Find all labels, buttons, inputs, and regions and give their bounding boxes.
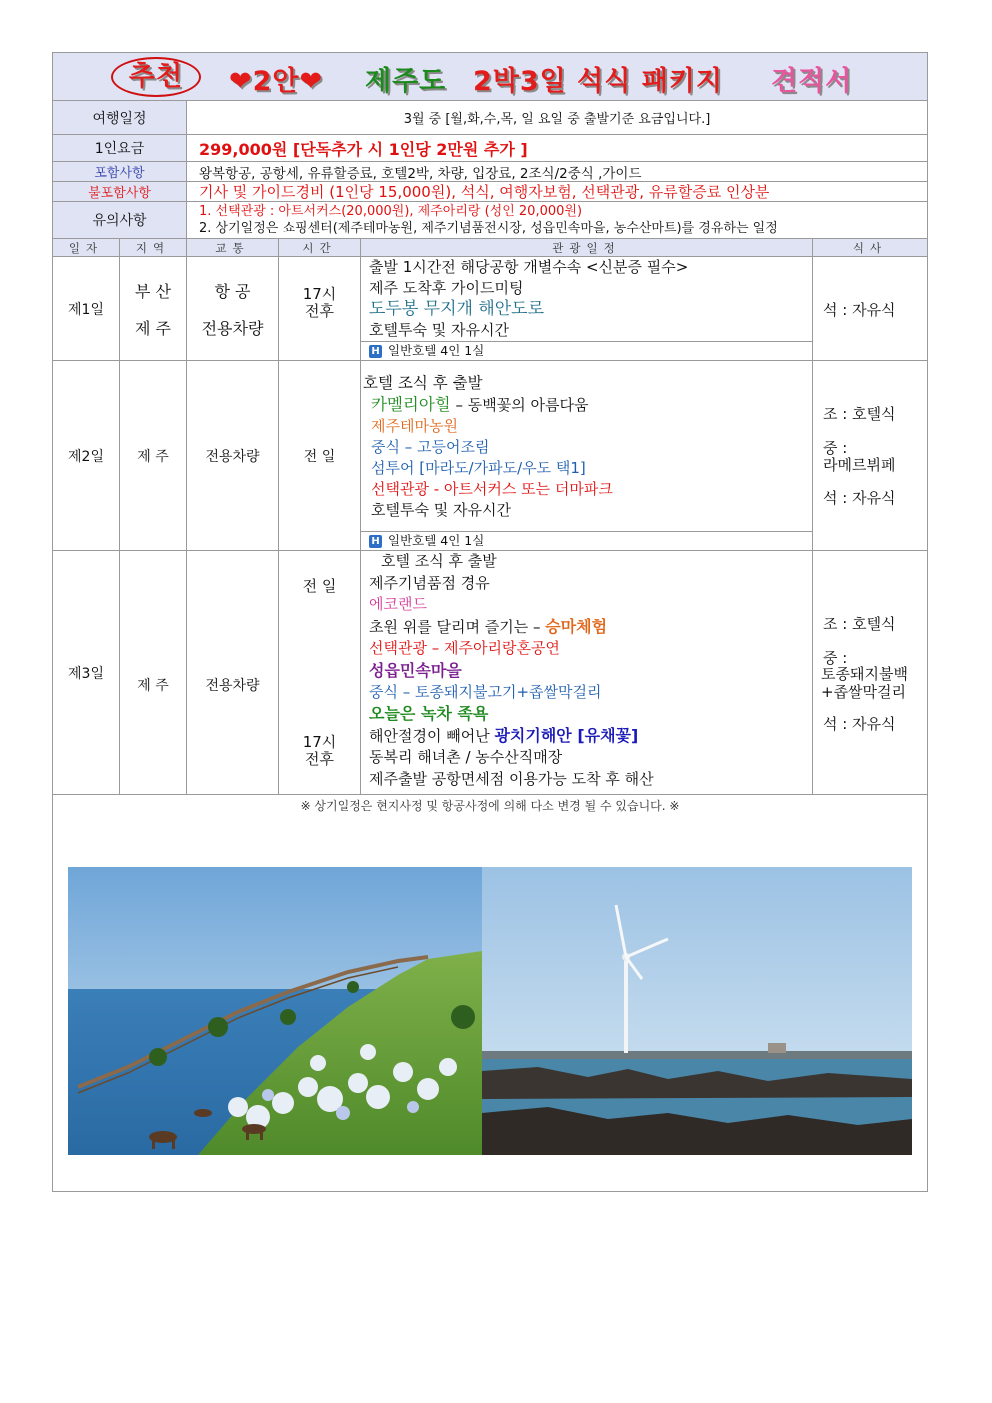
hotel-text: 일반호텔 4인 1실: [388, 343, 485, 358]
itinerary-cell: [361, 551, 813, 794]
region-cell: [120, 257, 187, 360]
info-value: [187, 202, 927, 238]
itinerary-item-highlight: 카멜리아힐: [371, 395, 451, 414]
info-row-notes: [53, 202, 927, 239]
transport-cell: [187, 257, 279, 360]
hotel-line: [361, 531, 812, 550]
title-plan: ❤2안❤: [229, 66, 324, 97]
header-region: 지역: [120, 239, 187, 257]
itinerary-item: 출발 1시간전 해당공항 개별수속 <신분증 필수>: [369, 258, 689, 276]
info-row-included: [53, 162, 927, 182]
itinerary-item-highlight: 광치기해안 [유채꽃]: [494, 725, 639, 745]
region-text: 제 주: [120, 361, 187, 550]
day-label: 제3일: [53, 551, 120, 794]
title-banner: [53, 53, 927, 101]
meal-text: 토종돼지불백: [821, 665, 908, 683]
itinerary-item: 오늘은 녹차 족욕: [369, 704, 489, 724]
itinerary-item: 에코랜드: [369, 595, 427, 614]
itinerary-item: 성읍민속마을: [369, 660, 462, 680]
transport-text: 전용차량: [201, 318, 264, 338]
note-line-1: 1. 선택관광 : 아트서커스(20,000원), 제주아리랑 (성인 20,000원): [199, 204, 583, 219]
region-text: 부 산: [135, 281, 171, 301]
itinerary-item: 제주 도착후 가이드미팅: [369, 279, 524, 297]
hotel-line: [361, 341, 812, 360]
info-row-excluded: [53, 182, 927, 202]
itinerary-item: 초원 위를 달리며 즐기는 –: [369, 617, 546, 636]
meal-cell: [813, 551, 927, 794]
itinerary-item: 제주테마농원: [371, 417, 458, 435]
wind-turbine-coast-photo: [482, 867, 912, 1155]
hotel-icon: H: [369, 535, 382, 548]
meal-cell: [813, 361, 927, 550]
info-row-schedule: [53, 101, 927, 135]
schedule-row-day1: [53, 257, 927, 361]
itinerary-item: 선택관광 – 제주아리랑혼공연: [369, 639, 560, 658]
info-label: 불포함사항: [53, 182, 187, 201]
schedule-row-day3: [53, 551, 927, 795]
meal-text: 조 : 호텔식: [823, 615, 896, 633]
time-text: 전후: [305, 301, 334, 320]
itinerary-item: 호텔투숙 및 자유시간: [369, 321, 509, 339]
day-label: 제2일: [53, 361, 120, 550]
transport-text: 항 공: [214, 281, 251, 301]
itinerary-item: 호텔 조식 후 출발: [381, 552, 497, 570]
meal-text: 중 :: [823, 439, 848, 457]
note-line-2: 2. 상기일정은 쇼핑센터(제주테마농원, 제주기념품전시장, 성읍민속마을, 농수산마트)를 경유하는 일정: [199, 221, 778, 236]
title-badge: 추천: [111, 57, 201, 97]
header-day: 일자: [53, 239, 120, 257]
header-meal: 식사: [852, 241, 888, 255]
meal-text: 조 : 호텔식: [823, 405, 896, 423]
itinerary-cell: [361, 361, 813, 550]
time-text: 전 일: [279, 361, 361, 550]
header-itinerary: 관광일정: [361, 239, 813, 257]
meal-text: 석 : 자유식: [823, 489, 896, 507]
itinerary-item: 호텔투숙 및 자유시간: [371, 501, 511, 519]
photo-strip: [68, 867, 912, 1155]
time-text: 17시: [302, 733, 337, 751]
info-value: 3월 중 [월,화,수,목, 일 요일 중 출발기준 요금입니다.]: [403, 112, 711, 127]
time-cell: [279, 551, 361, 794]
meal-text: +좁쌀막걸리: [821, 683, 907, 701]
info-value: 299,000원 [단독추가 시 1인당 2만원 추가 ]: [199, 139, 528, 159]
itinerary-item: 제주출발 공항면세점 이용가능 도착 후 해산: [369, 769, 654, 788]
title-destination: 제주도: [365, 66, 447, 97]
hotel-text: 일반호텔 4인 1실: [388, 533, 485, 548]
title-estimate: 견적서: [771, 66, 853, 97]
header-time: 시간: [279, 239, 361, 257]
info-label: 1인요금: [53, 135, 187, 161]
info-value: 기사 및 가이드경비 (1인당 15,000원), 석식, 여행자보험, 선택관광, 유류할증료 인상분: [199, 183, 770, 201]
schedule-row-day2: [53, 361, 927, 551]
itinerary-item: 호텔 조식 후 출발: [363, 374, 483, 392]
itinerary-item: 중식 – 토종돼지불고기+좁쌀막걸리: [369, 682, 602, 701]
day-label: 제1일: [53, 257, 120, 360]
itinerary-item: 제주기념품점 경유: [369, 573, 490, 592]
meal-cell: [813, 257, 927, 360]
itinerary-item: 도두봉 무지개 해안도로: [369, 299, 545, 319]
disclaimer-note: ※ 상기일정은 현지사정 및 항공사정에 의해 다소 변경 될 수 있습니다. ※: [300, 799, 680, 813]
schedule-header: [53, 239, 927, 257]
info-row-price: [53, 135, 927, 162]
info-value: 왕복항공, 공항세, 유류할증료, 호텔2박, 차량, 입장료, 2조식/2중식 ,가이드: [199, 165, 642, 182]
time-text: 17시: [302, 284, 337, 303]
meal-text: 석 : 자유식: [823, 715, 896, 733]
time-cell: [279, 257, 361, 360]
meal-text: 석 : 자유식: [823, 301, 896, 319]
region-text: 제 주: [135, 318, 171, 338]
meal-text: 라메르뷔페: [823, 456, 896, 474]
itinerary-cell: [361, 257, 813, 360]
header-transport: 교통: [187, 239, 279, 257]
itinerary-item-highlight: 승마체험: [545, 616, 608, 636]
transport-text: 전용차량: [187, 551, 279, 794]
meal-text: 중 :: [823, 649, 848, 667]
coastal-hill-with-horses-photo: [68, 867, 482, 1155]
time-text: 전 일: [302, 577, 337, 595]
time-text: 전후: [305, 750, 334, 768]
info-label: 여행일정: [53, 101, 187, 134]
title-package: 2박3일 석식 패키지: [473, 66, 723, 97]
info-label: 유의사항: [53, 202, 187, 238]
itinerary-item: 동복리 해녀촌 / 농수산직매장: [369, 748, 563, 767]
itinerary-item: 섬투어 [마라도/가파도/우도 택1]: [371, 459, 586, 477]
transport-text: 전용차량: [187, 361, 279, 550]
itinerary-item: 해안절경이 빼어난: [369, 726, 495, 745]
itinerary-item: 중식 – 고등어조림: [371, 438, 490, 456]
itinerary-item: – 동백꽃의 아름다움: [450, 396, 589, 414]
hotel-icon: H: [369, 345, 382, 358]
region-text: 제 주: [120, 551, 187, 794]
info-label: 포함사항: [53, 162, 187, 181]
itinerary-item: 선택관광 - 아트서커스 또는 더마파크: [371, 480, 613, 498]
estimate-sheet: [52, 52, 928, 1192]
